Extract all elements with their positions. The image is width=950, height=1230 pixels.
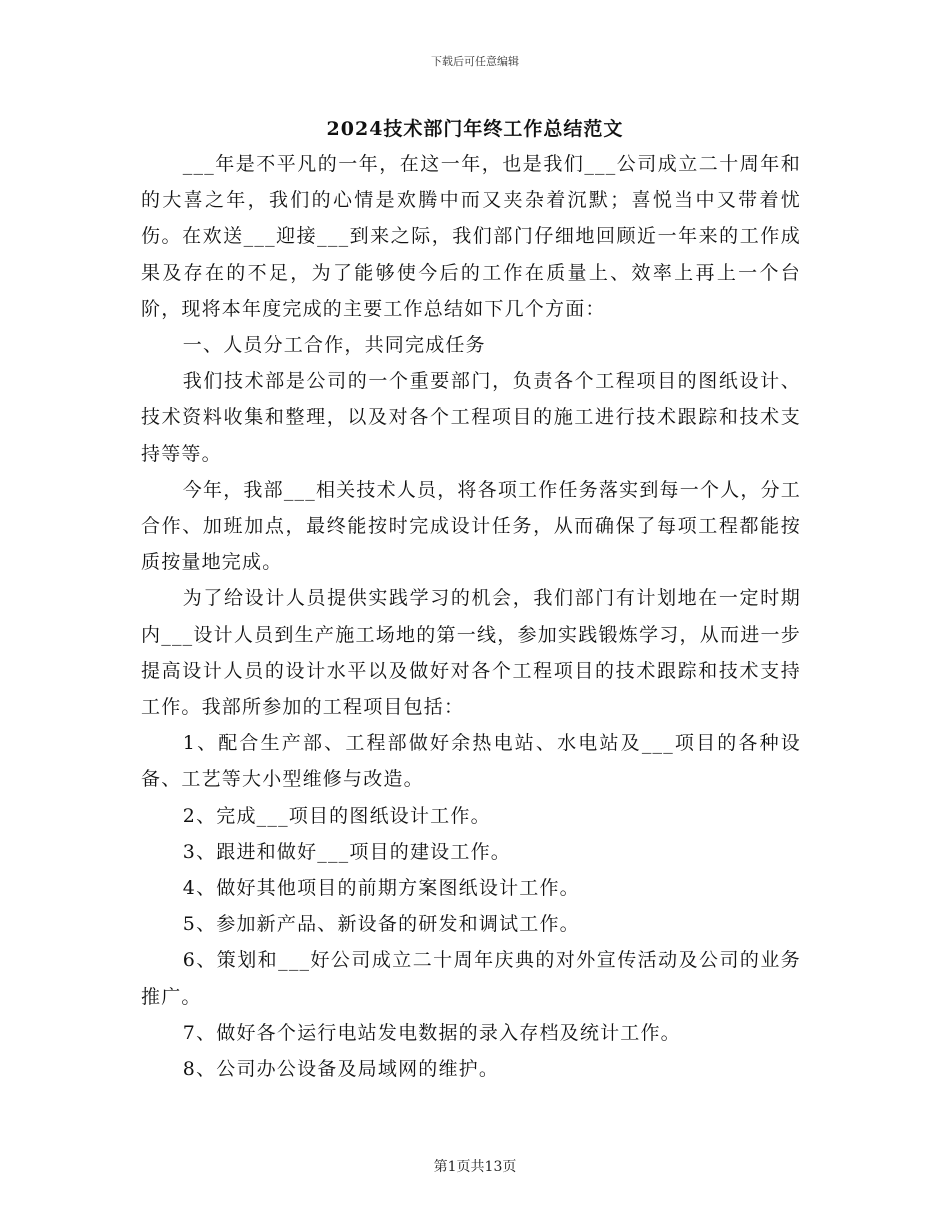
- header-note: 下载后可任意编辑: [431, 55, 519, 68]
- paragraph-intro: ___年是不平凡的一年，在这一年，也是我们___公司成立二十周年和的大喜之年，我们的心情是欢腾中而又夹杂着沉默；喜悦当中又带着忧伤。在欢送___迎接___到来之际，我们部门仔细地回顾近一年来的工作成果及存在的不足，为了能够使今后的工作在质量上、效率上再上一个台阶，现将本年度完成的主要工作总结如下几个方面：: [141, 153, 801, 320]
- paragraph-staff-assignment: 今年，我部___相关技术人员，将各项工作任务落实到每一个人，分工合作、加班加点，最终能按时完成设计任务，从而确保了每项工程都能按质按量地完成。: [141, 478, 801, 574]
- list-item-2: 2、完成___项目的图纸设计工作。: [182, 804, 491, 827]
- list-item-4: 4、做好其他项目的前期方案图纸设计工作。: [182, 877, 580, 900]
- list-item-3: 3、跟进和做好___项目的建设工作。: [182, 840, 511, 863]
- list-item-8: 8、公司办公设备及局域网的维护。: [182, 1058, 500, 1081]
- document-body: [141, 146, 801, 1087]
- document-title: 2024技术部门年终工作总结范文: [326, 118, 624, 140]
- list-item-6: 6、策划和___好公司成立二十周年庆典的对外宣传活动及公司的业务推广。: [141, 949, 801, 1008]
- paragraph-practice-training: 为了给设计人员提供实践学习的机会，我们部门有计划地在一定时期内___设计人员到生产施工场地的第一线，参加实践锻炼学习，从而进一步提高设计人员的设计水平以及做好对各个工程项目的技术跟踪和技术支持工作。我部所参加的工程项目包括：: [141, 587, 801, 719]
- page-number-footer: 第1页共13页: [433, 1159, 517, 1175]
- paragraph-department-role: 我们技术部是公司的一个重要部门，负责各个工程项目的图纸设计、技术资料收集和整理，以及对各个工程项目的施工进行技术跟踪和技术支持等等。: [141, 370, 801, 465]
- section-heading: 一、人员分工合作，共同完成任务: [182, 334, 486, 357]
- list-item-1: 1、配合生产部、工程部做好余热电站、水电站及___项目的各种设备、工艺等大小型维修与改造。: [141, 732, 801, 791]
- list-item-7: 7、做好各个运行电站发电数据的录入存档及统计工作。: [182, 1021, 681, 1044]
- list-item-5: 5、参加新产品、新设备的研发和调试工作。: [182, 913, 580, 936]
